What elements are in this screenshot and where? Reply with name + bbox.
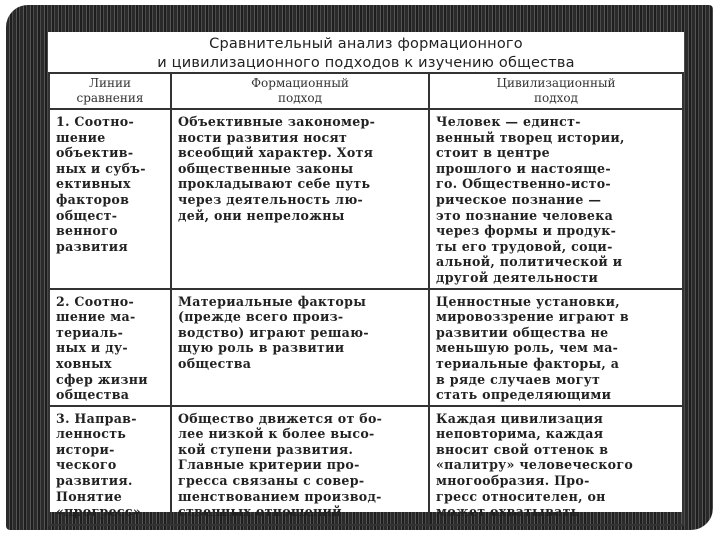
cell-text-line: Объективные закономер- (178, 114, 376, 129)
table-row (49, 289, 683, 406)
cell-text-line: ленность (56, 426, 127, 442)
cell-text-line: в ряде случаев могут (436, 371, 601, 387)
cell-text-line: «прогресс» (56, 504, 142, 520)
cell-text-line: 1. Соотно- (56, 114, 135, 129)
cell-text-line: (прежде всего произ- (178, 309, 344, 325)
cell-text-line: общественные законы (178, 160, 354, 176)
cell-formational (171, 289, 429, 406)
cell-text-line: го. Общественно-исто- (436, 176, 611, 192)
cell-text-line: Ценностные установки, (436, 293, 620, 309)
cell-text-line: 2. Соотно- (56, 293, 135, 309)
title-line: и цивилизационного подходов к изучению общества (157, 55, 575, 71)
document-sheet (48, 32, 684, 520)
cell-text-line: через формы и продук- (436, 223, 617, 239)
cell-text-line: прошлого и настояще- (436, 160, 611, 176)
cell-text-line: гресс относителен, он (436, 488, 606, 504)
cell-text-line: гресса связаны с совер- (178, 473, 365, 489)
cell-text-line: мировоззрение играют в (436, 309, 629, 325)
cell-formational (171, 109, 429, 289)
cell-text-line: неповторима, каждая (436, 426, 604, 442)
cell-text-line: ческого (56, 457, 117, 473)
cell-text-line: венного (56, 223, 118, 239)
cell-criterion (49, 406, 171, 525)
cell-text-line: рическое познание — (436, 191, 602, 207)
cell-text-line: развития. (56, 473, 133, 489)
cell-text-line: ты его трудовой, соци- (436, 238, 613, 254)
cell-text-line: через деятельность лю- (178, 191, 364, 207)
cell-text-line: ности развития носят (178, 129, 348, 145)
cell-text-line: прокладывают себе путь (178, 176, 371, 192)
cell-text-line: ственных отношений (178, 504, 342, 520)
cell-text-line: другой деятельности (436, 269, 599, 285)
cell-formational (171, 406, 429, 525)
cell-text-line: стать определяющими (436, 387, 612, 403)
cell-text-line: Понятие (56, 488, 123, 504)
cell-text-line: Человек — единст- (436, 114, 581, 129)
cell-text-line: ховных (56, 355, 112, 371)
cell-text-line: стоит в центре (436, 145, 550, 161)
cell-text-line: териальные факторы, а (436, 355, 620, 371)
cell-text-line: дей, они непреложны (178, 207, 345, 223)
header-formational-approach: Формационный подход (171, 73, 429, 109)
comparison-table (48, 72, 684, 526)
cell-text-line: водство) играют решаю- (178, 324, 369, 340)
table-row (49, 109, 683, 289)
cell-text-line: Главные критерии про- (178, 457, 360, 473)
cell-text-line: объектив- (56, 145, 134, 161)
cell-text-line: общества (178, 355, 252, 371)
cell-text-line: териаль- (56, 324, 124, 340)
cell-text-line: альной, политической и (436, 254, 623, 270)
cell-text-line: общест- (56, 207, 118, 223)
cell-text-line: меньшую роль, чем ма- (436, 340, 619, 356)
cell-text-line: развития (56, 238, 128, 254)
header-civilizational-approach: Цивилизационный подход (429, 73, 683, 109)
cell-criterion (49, 109, 171, 289)
cell-text-line: факторов (56, 191, 130, 207)
cell-text-line: это познание человека (436, 207, 614, 223)
cell-criterion (49, 289, 171, 406)
cell-text-line: 3. Направ- (56, 410, 137, 426)
table-row (49, 406, 683, 525)
cell-text-line: кой ступени развития. (178, 441, 354, 457)
cell-text-line: ных и субъ- (56, 160, 146, 176)
cell-text-line: Материальные факторы (178, 293, 367, 309)
cell-text-line: общества (56, 387, 130, 403)
cell-text-line: многообразия. Про- (436, 473, 590, 489)
cell-text-line: венный творец истории, (436, 129, 625, 145)
cell-text-line: может охватывать (436, 504, 580, 520)
cell-text-line: Каждая цивилизация (436, 410, 604, 426)
cell-civilizational (429, 109, 683, 289)
cell-text-line: шение (56, 129, 106, 145)
cell-text-line: щую роль в развитии (178, 340, 345, 356)
cell-text-line: шение ма- (56, 309, 136, 325)
cell-text-line: развитии общества не (436, 324, 609, 340)
cell-text-line: лее низкой к более высо- (178, 426, 375, 442)
cell-text-line: ных и ду- (56, 340, 128, 356)
cell-text-line: всеобщий характер. Хотя (178, 145, 374, 161)
cell-civilizational (429, 406, 683, 525)
table-header-row (49, 73, 683, 109)
header-comparison-lines: Линии сравнения (49, 73, 171, 109)
document-title (48, 32, 684, 73)
cell-text-line: Общество движется от бо- (178, 410, 383, 426)
cell-text-line: «палитру» человеческого (436, 457, 634, 473)
cell-civilizational (429, 289, 683, 406)
title-line: Сравнительный анализ формационного (209, 36, 523, 52)
cell-text-line: истори- (56, 441, 115, 457)
cell-text-line: сфер жизни (56, 371, 148, 387)
cell-text-line: вносит свой оттенок в (436, 441, 609, 457)
cell-text-line: шенствованием производ- (178, 488, 382, 504)
cell-text-line: ективных (56, 176, 131, 192)
